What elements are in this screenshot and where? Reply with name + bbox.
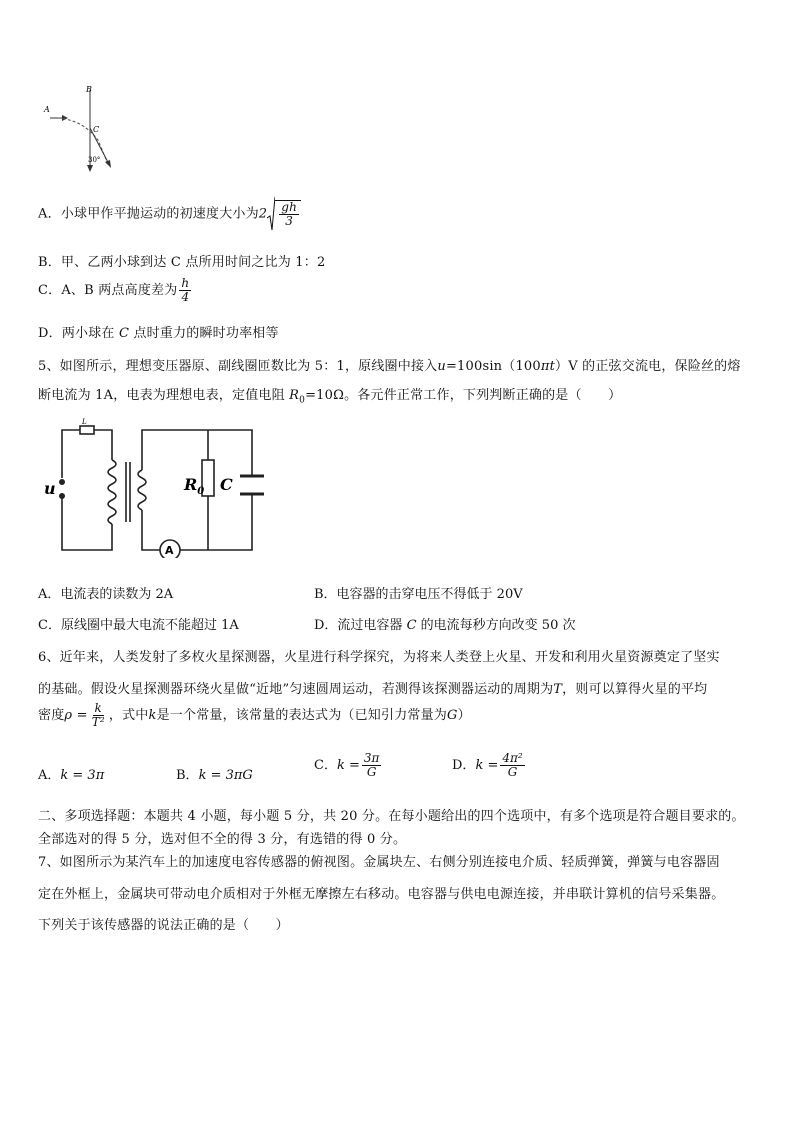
u-label: u [44, 479, 56, 498]
q6-option-a: A．k = 3π [38, 768, 105, 783]
q5-option-b: B．电容器的击穿电压不得低于 20V [314, 587, 523, 602]
fuse [80, 426, 94, 434]
primary-coil [108, 460, 116, 524]
q5-option-a: A．电流表的读数为 2A [38, 587, 174, 602]
angle-label: 30° [88, 156, 101, 164]
q6-line-2: 的基础。假设火星探测器环绕火星做“近地”匀速圆周运动，若测得该探测器运动的周期为T，则可以算得火星的平均 [38, 682, 708, 697]
secondary-coil [138, 470, 146, 510]
q4-option-c: C．A、B 两点高度差为 $\frac{h}{4}$ [38, 276, 190, 305]
r0-label: $R_0$ [184, 475, 205, 497]
q5-line-2: 断电流为 1A，电表为理想电表，定值电阻 $R_0=10\Omega$。各元件正常工作，下列判断正确的是（ ） [38, 388, 622, 406]
q4-option-a: A．小球甲作平抛运动的初速度大小为2 $\frac{gh}{3}$ [38, 196, 301, 232]
label-a: A [44, 105, 50, 114]
section2-line-1: 二、多项选择题：本题共 4 小题，每小题 5 分，共 20 分。在每小题给出的四个选项中，有多个选项是符合题目要求的。 [38, 809, 745, 824]
label-c: C [93, 125, 100, 134]
q6-line-3: 密度ρ = $\frac{k}{\text{T²}}$ ，式中k是一个常量，该常量的表达式为（已知引力常量为G） [38, 701, 471, 730]
q6-option-d: D．k = $\frac{\text{4π²}}{G}$ [452, 751, 523, 780]
fuse-label: L [82, 418, 87, 426]
q4-option-d: D．两小球在 C 点时重力的瞬时功率相等 [38, 326, 279, 341]
circuit-figure [42, 418, 282, 558]
q4-option-b: B．甲、乙两小球到达 C 点所用时间之比为 1：2 [38, 255, 326, 270]
c-label: C [220, 475, 233, 494]
q6-line-1: 6、近年来，人类发射了多枚火星探测器，火星进行科学探究，为将来人类登上火星、开发和利用火星资源奠定了坚实 [38, 650, 720, 665]
trajectory-curve [58, 118, 108, 164]
sqrt-expression: $\frac{gh}{3}$ [267, 196, 301, 232]
q5-option-d: D．流过电容器 C 的电流每秒方向改变 50 次 [314, 618, 576, 633]
ammeter-label: A [165, 544, 174, 557]
label-b: B [86, 85, 92, 94]
q7-line-1: 7、如图所示为某汽车上的加速度电容传感器的俯视图。金属块左、右侧分别连接电介质、轻质弹簧，弹簧与电容器固 [38, 855, 720, 870]
q6-option-c: C．k = $\frac{3\pi}{G}$ [314, 751, 380, 780]
trajectory-figure [38, 82, 128, 177]
q5-line-1: 5、如图所示，理想变压器原、副线圈匝数比为 5：1，原线圈中接入u=100sin（100πt）V 的正弦交流电，保险丝的熔 [38, 359, 741, 374]
q7-line-3: 下列关于该传感器的说法正确的是（ ） [38, 918, 289, 933]
section2-line-2: 全部选对的得 5 分，选对但不全的得 3 分，有选错的得 0 分。 [38, 832, 407, 847]
q6-option-b: B．k = 3πG [176, 768, 253, 783]
q7-line-2: 定在外框上，金属块可带动电介质相对于外框无摩擦左右移动。电容器与供电电源连接，并串联计算机的信号采集器。 [38, 887, 725, 902]
q5-option-c: C．原线圈中最大电流不能超过 1A [38, 618, 239, 633]
